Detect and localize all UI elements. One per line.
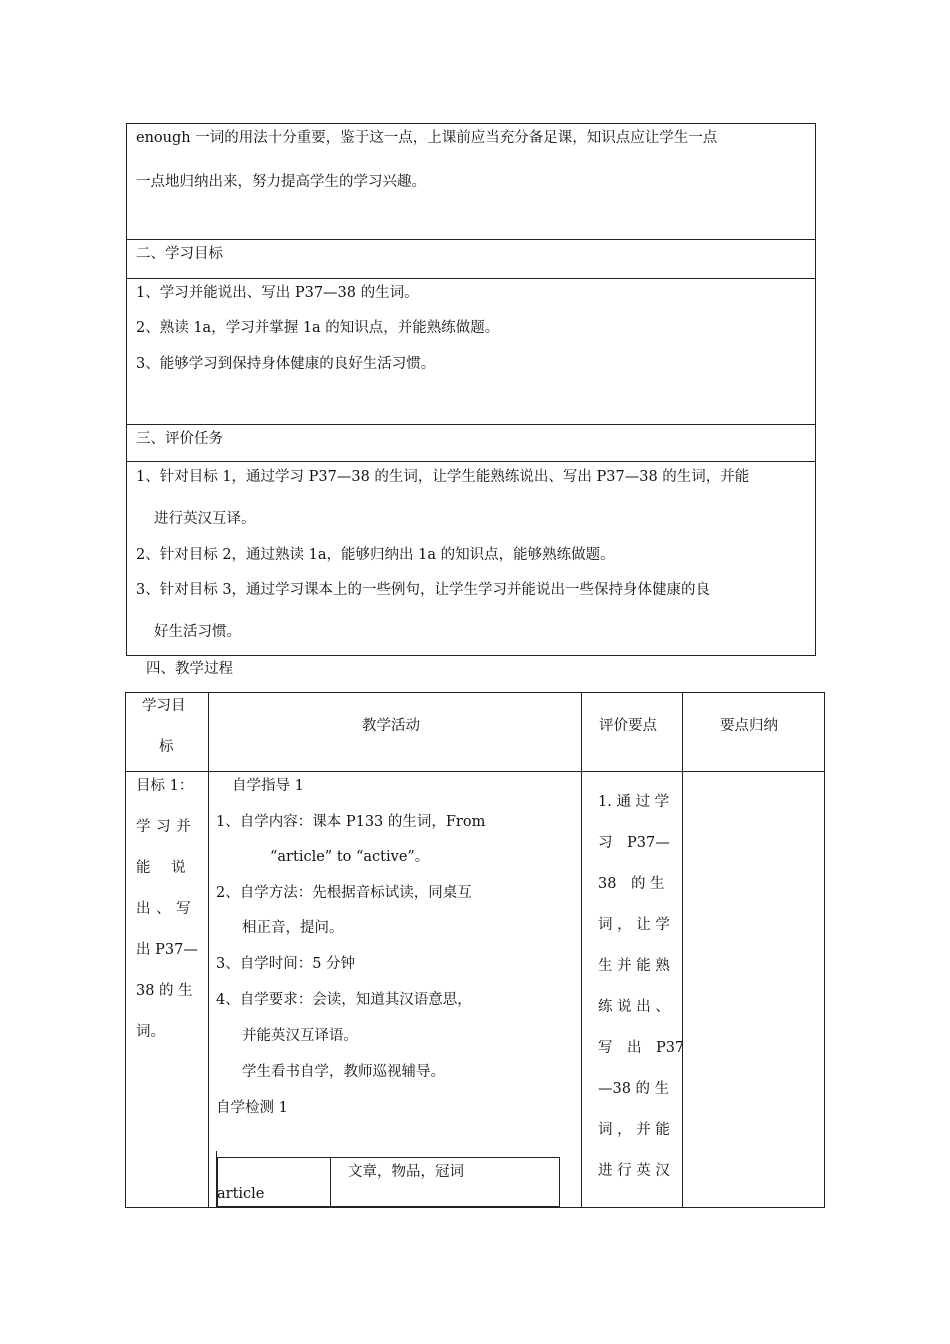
table-header-divider <box>125 771 825 772</box>
guide-requirement-line: 4、自学要求：会读，知道其汉语意思， <box>216 992 472 1008</box>
vocab-col-divider <box>330 1158 331 1207</box>
goal-col-line: 出 P37— <box>136 942 198 958</box>
eval-col-line: 1. 通 过 学 <box>598 794 670 810</box>
goal-col-line: 学 习 并 <box>136 819 192 835</box>
eval-task-2: 2、针对目标 2，通过熟读 1a，能够归纳出 1a 的知识点，能够熟练做题。 <box>136 547 615 563</box>
box-left-border <box>126 123 127 656</box>
goal-col-line: 目标 1： <box>136 778 194 794</box>
table-col-divider-1 <box>208 692 209 1208</box>
intro-line-1: enough 一词的用法十分重要，鉴于这一点，上课前应当充分备足课，知识点应让学生一点 <box>136 130 718 146</box>
goal-col-line: 38 的 生 <box>136 983 193 999</box>
box-top-border <box>126 123 816 124</box>
self-check-title: 自学检测 1 <box>216 1100 288 1116</box>
section-3-heading: 三、评价任务 <box>136 431 223 447</box>
guide-content-line: 1、自学内容：课本 P133 的生词，From <box>216 814 486 830</box>
header-goal-line-2: 标 <box>159 739 174 755</box>
table-bottom-border <box>125 1207 825 1208</box>
eval-col-line: 练 说 出 、 <box>598 999 670 1015</box>
table-col-divider-2 <box>581 692 582 1208</box>
section-4-heading: 四、教学过程 <box>146 661 233 677</box>
eval-task-1b: 进行英汉互译。 <box>154 511 256 527</box>
divider-2 <box>126 278 816 279</box>
eval-col-line: —38 的 生 <box>598 1081 670 1097</box>
intro-line-2: 一点地归纳出来，努力提高学生的学习兴趣。 <box>136 174 426 190</box>
eval-col-line: 词 ， 并 能 <box>598 1122 670 1138</box>
eval-task-3a: 3、针对目标 3，通过学习课本上的一些例句，让学生学习并能说出一些保持身体健康的良 <box>136 582 711 598</box>
guide-method-line: 2、自学方法：先根据音标试读，同桌互 <box>216 885 472 901</box>
table-top-border <box>125 692 825 693</box>
guide-method-cont: 相正音，提问。 <box>242 920 344 936</box>
header-activity: 教学活动 <box>362 718 420 734</box>
goal-item-1: 1、学习并能说出、写出 P37—38 的生词。 <box>136 285 419 301</box>
header-eval: 评价要点 <box>599 718 657 734</box>
box-bottom-border <box>126 655 816 656</box>
divider-3 <box>126 424 816 425</box>
eval-col-line: 词 ， 让 学 <box>598 917 670 933</box>
goal-col-line: 词。 <box>136 1024 165 1040</box>
goal-item-2: 2、熟读 1a，学习并掌握 1a 的知识点，并能熟练做题。 <box>136 320 500 336</box>
table-right-border <box>824 692 825 1208</box>
table-col-divider-3 <box>682 692 683 1208</box>
guide-title: 自学指导 1 <box>232 778 304 794</box>
eval-col-line: 写 出 P37 <box>598 1040 685 1056</box>
eval-col-line: 生 并 能 熟 <box>598 958 670 974</box>
eval-col-line: 习 P37— <box>598 835 670 851</box>
guide-note: 学生看书自学，教师巡视辅导。 <box>242 1064 445 1080</box>
eval-task-1a: 1、针对目标 1，通过学习 P37—38 的生词，让学生能熟练说出、写出 P37—38 的生词，并能 <box>136 469 750 485</box>
goal-col-line: 能 说 <box>136 860 187 876</box>
divider-1 <box>126 239 816 240</box>
guide-content-range: “article” to “active”。 <box>270 849 430 865</box>
section-2-heading: 二、学习目标 <box>136 246 223 262</box>
divider-4 <box>126 461 816 462</box>
eval-task-3b: 好生活习惯。 <box>154 624 241 640</box>
header-goal-line-1: 学习目 <box>142 698 186 714</box>
goal-col-line: 出 、 写 <box>136 901 192 917</box>
box-right-border <box>815 123 816 656</box>
eval-col-line: 38 的 生 <box>598 876 665 892</box>
vocab-meaning: 文章，物品，冠词 <box>348 1164 464 1180</box>
guide-requirement-cont: 并能英汉互译语。 <box>242 1028 358 1044</box>
header-summary: 要点归纳 <box>720 718 778 734</box>
eval-col-line: 进 行 英 汉 <box>598 1163 670 1179</box>
vocab-word: article <box>217 1186 265 1202</box>
table-left-border <box>125 692 126 1208</box>
goal-item-3: 3、能够学习到保持身体健康的良好生活习惯。 <box>136 356 436 372</box>
guide-time: 3、自学时间：5 分钟 <box>216 956 356 972</box>
